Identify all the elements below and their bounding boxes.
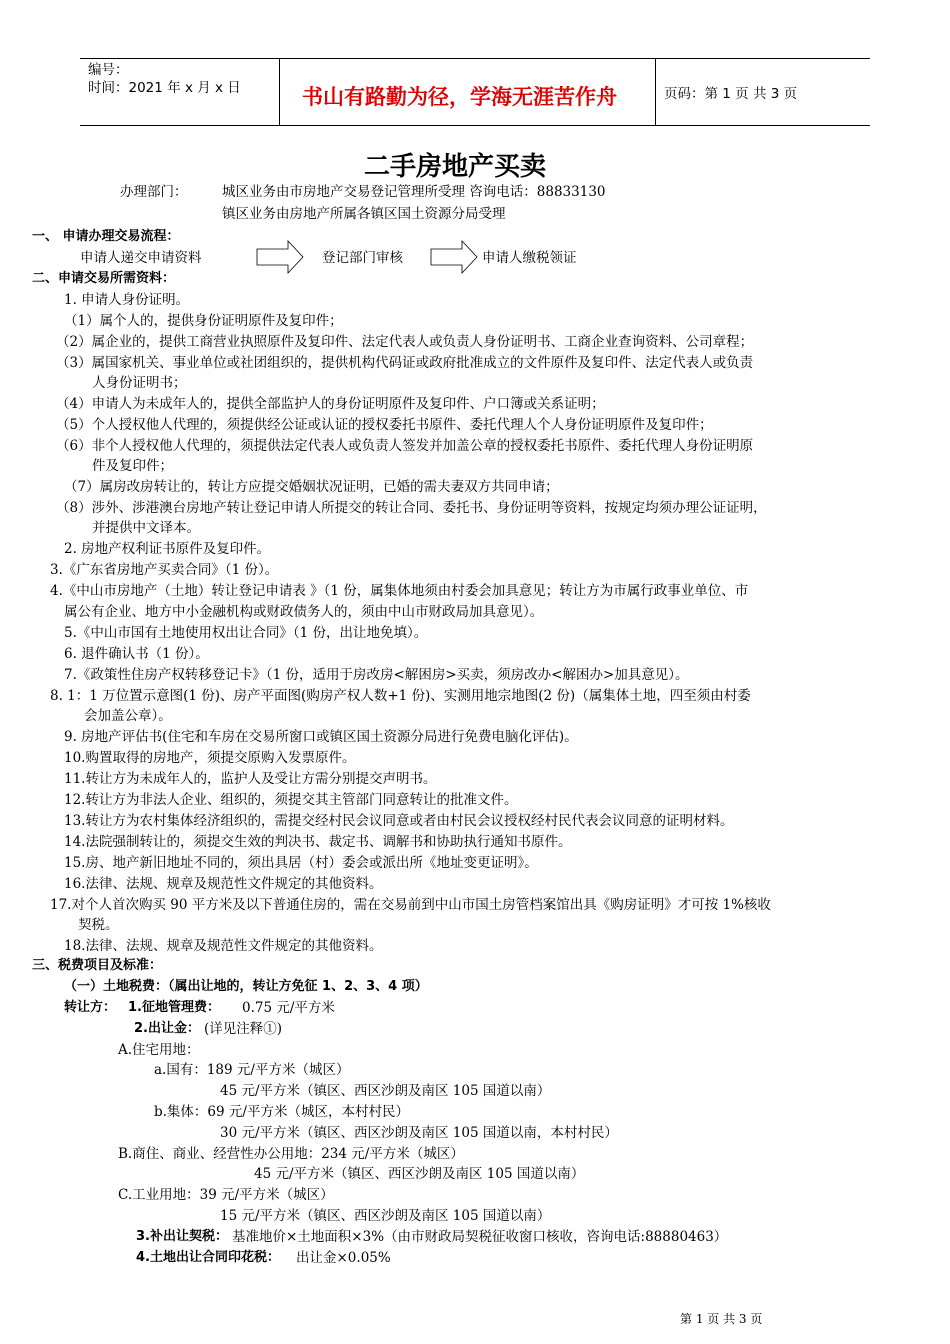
req-line: 13.转让方为农村集体经济组织的，需提交经村民会议同意或者由村民会议授权经村民代表会议同意的证明材料。 bbox=[64, 813, 734, 829]
residential-state-urban: a.国有：189 元/平方米（城区） bbox=[154, 1062, 350, 1078]
flow-step-3: 申请人缴税领证 bbox=[482, 250, 577, 266]
req-line: （8）涉外、涉港澳台房地产转让登记申请人所提交的转让合同、委托书、身份证明等资料，按规定均须办理公证证明， bbox=[56, 500, 767, 516]
req-line: （7）属房改房转让的，转让方应提交婚姻状况证明，已婚的需夫妻双方共同申请； bbox=[64, 479, 559, 495]
header-number-label: 编号： bbox=[88, 62, 129, 78]
office-line-2: 镇区业务由房地产所属各镇区国土资源分局受理 bbox=[222, 206, 506, 222]
req-line: （2）属企业的，提供工商营业执照原件及复印件、法定代表人或负责人身份证明书、工商企业查询资料、公司章程； bbox=[56, 334, 754, 350]
req-line: 12.转让方为非法人企业、组织的，须提交其主管部门同意转让的批准文件。 bbox=[64, 792, 518, 808]
fee-1-value: 0.75 元/平方米 bbox=[242, 1000, 335, 1016]
flow-step-1: 申请人递交申请资料 bbox=[80, 250, 202, 266]
req-line: （3）属国家机关、事业单位或社团组织的，提供机构代码证或政府批准成立的文件原件及复印件、法定代表人或负责 bbox=[56, 355, 754, 371]
footer-page-number: 第 1 页 共 3 页 bbox=[680, 1312, 763, 1326]
fee-4-label: 4.土地出让合同印花税： bbox=[136, 1250, 280, 1265]
header-divider-left bbox=[279, 58, 280, 125]
flow-arrow-2 bbox=[430, 240, 478, 274]
fee-2-value: (详见注释①) bbox=[204, 1021, 283, 1037]
req-line: 7.《政策性住房产权转移登记卡》（1 份，适用于房改房<解困房>买卖，须房改办<解困办>加具意见）。 bbox=[64, 667, 689, 683]
header-divider-right bbox=[655, 58, 656, 125]
req-line: 1. 申请人身份证明。 bbox=[64, 292, 190, 308]
req-line: 2. 房地产权利证书原件及复印件。 bbox=[64, 541, 271, 557]
req-line: 3.《广东省房地产买卖合同》（1 份）。 bbox=[50, 562, 279, 578]
fee-3-value: 基准地价×土地面积×3%（由市财政局契税征收窗口核收，咨询电话:88880463） bbox=[232, 1229, 728, 1245]
section-1-heading: 一、 申请办理交易流程： bbox=[32, 229, 180, 244]
header-time: 时间：2021 年 x 月 x 日 bbox=[88, 80, 241, 96]
industrial-land-urban: C.工业用地：39 元/平方米（城区） bbox=[118, 1187, 334, 1203]
req-line: 6. 退件确认书（1 份）。 bbox=[64, 646, 209, 662]
req-line: （4）申请人为未成年人的，提供全部监护人的身份证明原件及复印件、户口簿或关系证明； bbox=[56, 396, 605, 412]
req-line: 件及复印件； bbox=[92, 458, 173, 474]
req-line: 契税。 bbox=[78, 917, 119, 933]
header-motto: 书山有路勤为径，学海无涯苦作舟 bbox=[302, 85, 617, 109]
header-top-rule bbox=[80, 58, 870, 59]
office-line-1: 城区业务由市房地产交易登记管理所受理 咨询电话：88833130 bbox=[222, 184, 606, 200]
req-line: 14.法院强制转让的，须提交生效的判决书、裁定书、调解书和协助执行通知书原件。 bbox=[64, 834, 572, 850]
req-line: 并提供中文译本。 bbox=[92, 520, 200, 536]
req-line: 人身份证明书； bbox=[92, 375, 187, 391]
fee-1-label: 1.征地管理费： bbox=[128, 1000, 220, 1015]
fee-4-value: 出让金×0.05% bbox=[296, 1250, 391, 1266]
req-line: （5）个人授权他人代理的，须提供经公证或认证的授权委托书原件、委托代理人个人身份证明原件及复印件； bbox=[56, 417, 713, 433]
header-page-info: 页码：第 1 页 共 3 页 bbox=[664, 86, 798, 102]
req-line: 18.法律、法规、规章及规范性文件规定的其他资料。 bbox=[64, 938, 383, 954]
residential-land-label: A.住宅用地： bbox=[118, 1042, 200, 1058]
req-line: 10.购置取得的房地产，须提交原购入发票原件。 bbox=[64, 750, 356, 766]
req-line: 11.转让方为未成年人的，监护人及受让方需分别提交声明书。 bbox=[64, 771, 437, 787]
req-line: 8. 1：1 万位置示意图(1 份)、房产平面图(购房产权人数+1 份)、实测用地宗地图(2 份)（属集体土地，四至须由村委 bbox=[50, 688, 751, 704]
commercial-land-urban: B.商住、商业、经营性办公用地：234 元/平方米（城区） bbox=[118, 1146, 464, 1162]
req-line: 4.《中山市房地产（土地）转让登记申请表 》（1 份，属集体地须由村委会加具意见；转让方为市属行政事业单位、市 bbox=[50, 583, 749, 599]
section-2-heading: 二、申请交易所需资料： bbox=[32, 271, 176, 286]
flow-step-2: 登记部门审核 bbox=[322, 250, 403, 266]
req-line: 5.《中山市国有土地使用权出让合同》（1 份，出让地免填）。 bbox=[64, 625, 428, 641]
req-line: 属公有企业、地方中小金融机构或财政债务人的，须由中山市财政局加具意见）。 bbox=[64, 604, 544, 620]
req-line: 17.对个人首次购买 90 平方米及以下普通住房的，需在交易前到中山市国土房管档案馆出具《购房证明》才可按 1%核收 bbox=[50, 897, 771, 913]
flow-arrow-1 bbox=[256, 240, 304, 274]
residential-state-town: 45 元/平方米（镇区、西区沙朗及南区 105 国道以南） bbox=[220, 1083, 551, 1099]
header-bottom-rule bbox=[80, 125, 870, 126]
residential-collective-town: 30 元/平方米（镇区、西区沙朗及南区 105 国道以南，本村村民） bbox=[220, 1125, 618, 1141]
req-line: 16.法律、法规、规章及规范性文件规定的其他资料。 bbox=[64, 876, 383, 892]
office-label: 办理部门： bbox=[120, 184, 188, 200]
commercial-land-town: 45 元/平方米（镇区、西区沙朗及南区 105 国道以南） bbox=[254, 1166, 585, 1182]
document-title: 二手房地产买卖 bbox=[364, 152, 547, 182]
req-line: 会加盖公章）。 bbox=[84, 708, 172, 724]
fee-2-label: 2.出让金： bbox=[134, 1021, 200, 1036]
fee-3-label: 3.补出让契税： bbox=[136, 1229, 228, 1244]
req-line: 9. 房地产评估书(住宅和车房在交易所窗口或镇区国土资源分局进行免费电脑化评估)。 bbox=[64, 729, 578, 745]
transferor-label: 转让方： bbox=[64, 1000, 117, 1015]
req-line: 15.房、地产新旧地址不同的，须出具居（村）委会或派出所《地址变更证明》。 bbox=[64, 855, 538, 871]
req-line: （6）非个人授权他人代理的，须提供法定代表人或负责人签发并加盖公章的授权委托书原件、委托代理人身份证明原 bbox=[56, 438, 754, 454]
residential-collective-urban: b.集体：69 元/平方米（城区，本村村民） bbox=[154, 1104, 409, 1120]
land-tax-subheading: （一）土地税费：（属出让地的，转让方免征 1、2、3、4 项） bbox=[64, 979, 428, 994]
section-3-heading: 三、税费项目及标准： bbox=[32, 958, 163, 973]
req-line: （1）属个人的，提供身份证明原件及复印件； bbox=[64, 313, 343, 329]
industrial-land-town: 15 元/平方米（镇区、西区沙朗及南区 105 国道以南） bbox=[220, 1208, 551, 1224]
